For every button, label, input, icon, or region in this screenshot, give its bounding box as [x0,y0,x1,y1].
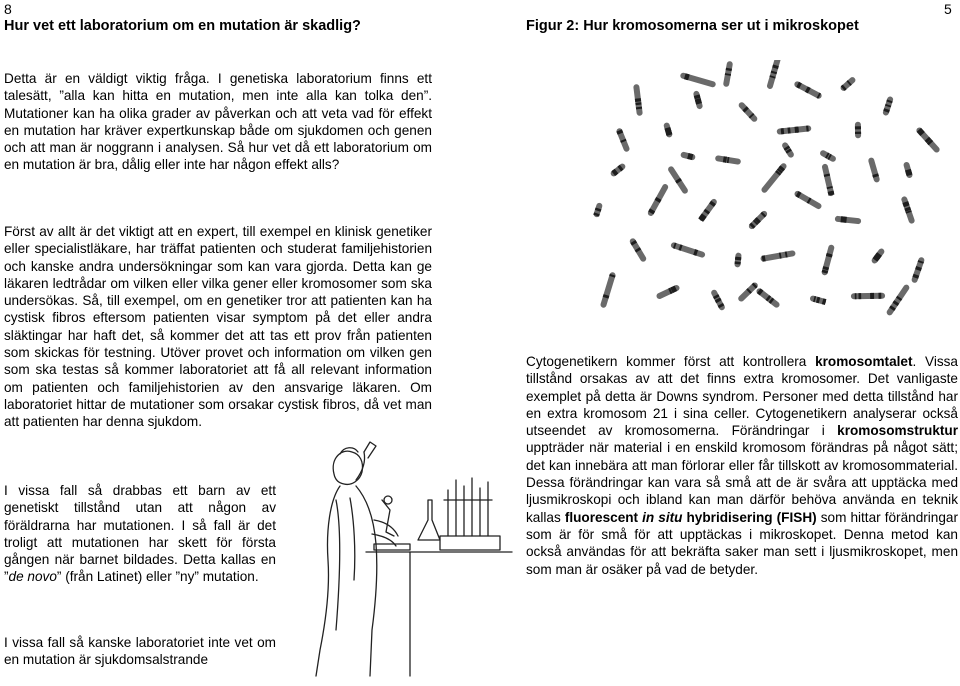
chromosome [855,122,861,139]
left-heading: Hur vet ett laboratorium om en mutation är skadlig? [4,18,361,34]
left-paragraph-3 [4,482,276,586]
page-number-left: 8 [4,1,12,17]
page-number-right: 5 [944,1,952,17]
chromosome [821,244,835,276]
chromosome [693,90,704,109]
chromosome [633,84,643,116]
term-in-situ: in situ [642,509,683,525]
right-paragraph [526,353,958,578]
chromosome [670,242,706,259]
paragraph-text [4,482,276,586]
paragraph-text-part: . Vissa tillstånd orsakas av att det finns extra kromosomer. Det vanligaste exemplet på detta är Downs syndrom. Personer med detta tillstånd har en extra kromosom 21 i sina celler. Cytogenetikern analyserar också utseendet av kromosomerna. Förändringar i [526,354,958,439]
chromosome [781,141,795,159]
chromosome [663,122,673,138]
chromosome [886,284,911,317]
chromosome [734,252,742,267]
chromosome [766,60,781,90]
chromosome [748,210,769,231]
chromosome [737,101,758,123]
chromosome [655,284,680,300]
de-novo-term: de novo [8,569,57,585]
chromosome [680,151,696,160]
chromosome [901,196,916,225]
term-fish-part: fluorescent [564,509,643,525]
chromosome-micrograph [578,60,950,330]
chromosome [755,287,780,309]
chromosome [839,76,856,92]
paragraph-text-part: uppträder när material i en enskild kromosom förändras på något sätt; det kan innebära att man förlorar eller får tillskott av kromosommaterial. Dessa förändringar kan vara så små att de är svåra att upptäcka med ljusmikroskopi och ibland kan man därför behöva använda en teknik kallas [526,440,958,525]
chromosome [760,162,788,194]
chromosome [609,162,626,177]
paragraph-text-part: Cytogenetikern kommer först att kontrollera [526,354,816,369]
chromosome-svg [578,60,950,330]
chromosome [647,183,669,217]
chromosome [723,61,733,87]
chromosome [809,295,826,305]
chromosome [616,127,631,152]
chromosome [870,247,885,264]
right-heading: Figur 2: Hur kromosomerna ser ut i mikroskopet [526,18,859,34]
chromosome [868,157,881,183]
chromosome [819,149,837,163]
paragraph-text-part: ” (från Latinet) eller ”ny” mutation. [56,569,259,585]
term-kromosomstruktur: kromosomstruktur [837,423,958,439]
chromosome [793,80,822,99]
paragraph-text: Först av allt är det viktigt att en expert, till exempel en klinisk genetiker eller specialistläkare, har träffat patienten och studerat familjehistorien och kanske andra undersökningar som kan vara gjorda. Detta kan ge läkaren ledtrådar om vilken eller vilka gener eller kromosomer som ska undersökas. Så, till exempel, om en genetiker tror att patienten kan ha cystisk fibros eftersom patienten visar symptom på det eller andra släktingar har haft det, så kommer det att tas ett prov från patienten som skickas för testning. Utöver provet och information om vilken gen som ska testas så kommer laboratoriet att få all relevant information om patienten och familjehistorien av den ansvarige läkaren. Om laboratoriet hittar de mutationer som orsakar cystisk fibros, då vet man att patienten har denna sjukdom. [4,224,432,430]
paragraph-text: I vissa fall så kanske laboratoriet inte vet om en mutation är sjukdomsalstrande [4,635,276,668]
chromosome [629,237,648,263]
chromosome [793,190,822,210]
chromosome [882,96,894,117]
chromosome [760,250,796,262]
chromosome [715,155,741,165]
left-paragraph-1 [4,70,432,174]
chromosome [911,256,925,283]
chromosome [835,216,862,225]
chromosome [737,281,759,303]
paragraph-text: Detta är en väldigt viktig fråga. I genetiska laboratorium finns ett talesätt, ”alla kan hitta en mutation, men inte alla kan tolka den”. Mutationer kan ha olika grader av påverkan och att veta vad för effekt en mutation har kräver expertkunskap både om sjukdomen och genen och att man är noggrann i analysen. Så hur vet då ett laboratorium om en mutation är bra, dålig eller inte har någon effekt alls? [4,71,432,173]
paragraph-text-part: som hittar förändringar som är för små för att upptäckas i mikroskopet. Denna metod kan också användas för att bekräfta saker man sett i ljusmikroskopet, men som man är osäker på vad de betyder. [526,509,959,577]
chromosome [680,72,717,88]
chromosome [915,126,941,154]
paragraph-text-part: I vissa fall så drabbas ett barn av ett genetiskt tillstånd utan att någon av föräldrarna har mutationen. I så fall är det troligt att mutationen har skett för första gången när barnet bildades. Detta kallas en ” [4,483,276,585]
left-paragraph-4 [4,634,276,669]
chromosome [698,198,718,223]
term-kromosomtalet: kromosomtalet [815,354,913,369]
chromosome [821,163,834,196]
left-paragraph-2 [4,223,432,431]
chromosome [667,165,689,195]
chromosome [600,272,616,309]
chromosome [903,161,913,178]
term-fish-part: hybridisering (FISH) [682,509,817,525]
chromosome [851,293,885,300]
chromosome [776,125,811,135]
lab-worker-illustration [290,440,515,681]
chromosome [710,289,726,312]
paragraph-text [526,353,958,578]
chromosome [593,202,603,218]
